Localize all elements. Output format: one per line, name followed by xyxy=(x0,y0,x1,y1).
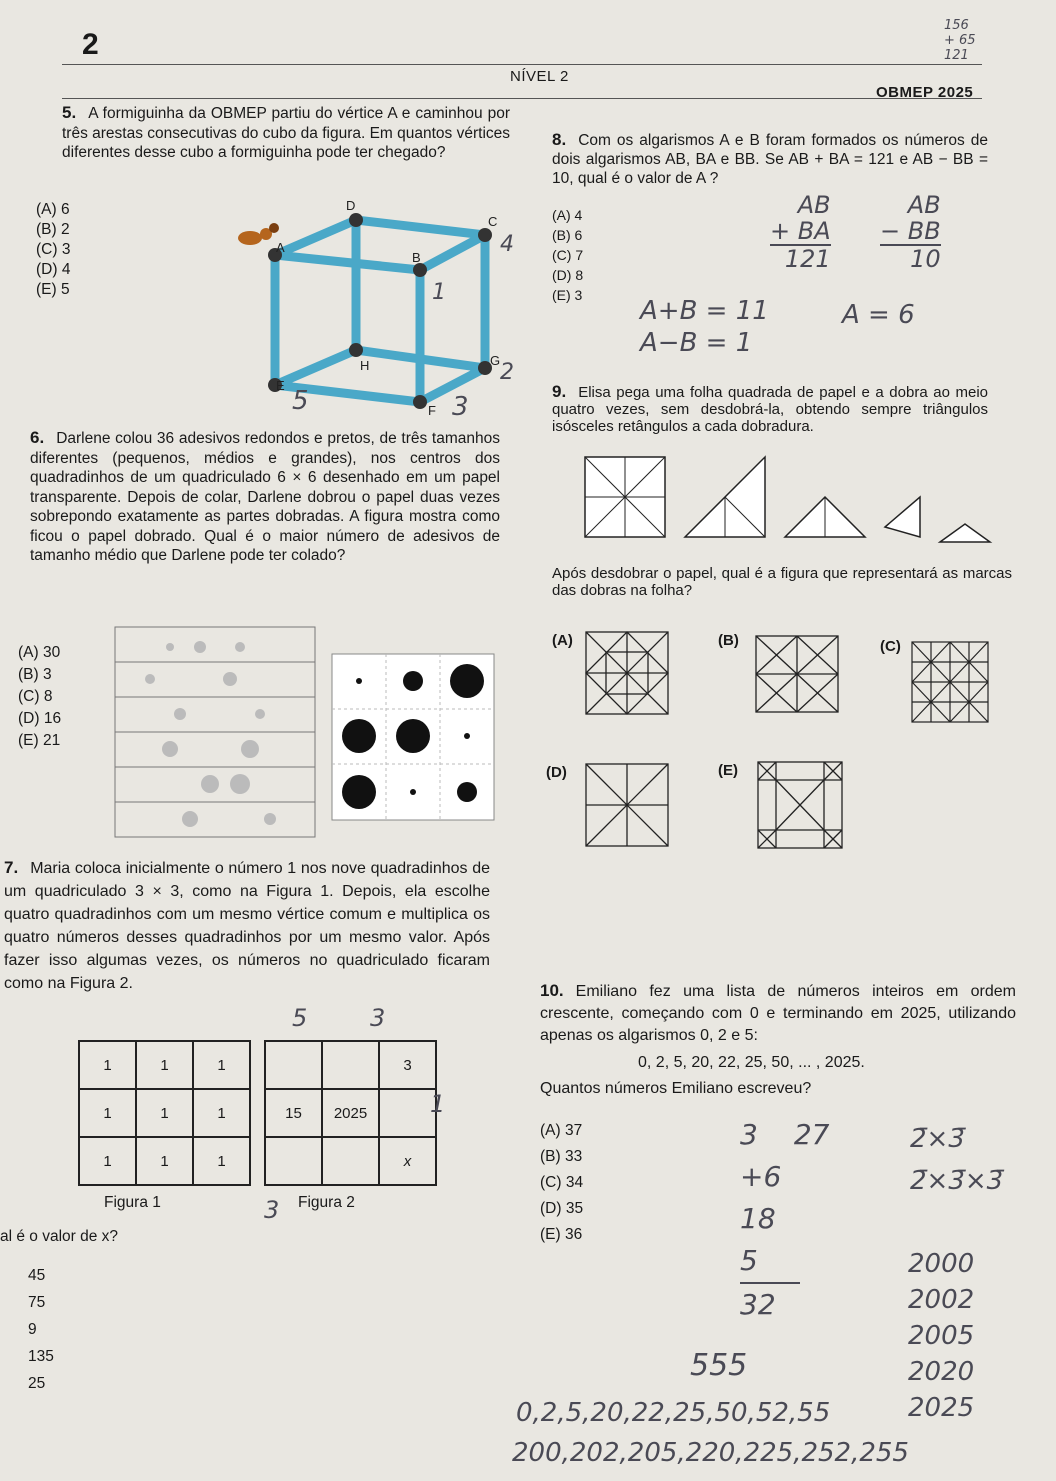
q5-option-e[interactable]: (E) 5 xyxy=(36,281,70,298)
q10-text: 10. Emiliano fez uma lista de números inteiros em ordem crescente, começando com 0 e terminando em 2025, utilizando apenas os algarismos 0, 2 e 5: xyxy=(540,981,1016,1044)
cube-handwriting: 4 xyxy=(500,232,514,257)
q6-student-drawing xyxy=(110,622,320,842)
header-rule xyxy=(62,64,982,65)
q10-option-c[interactable]: (C) 34 xyxy=(540,1174,584,1191)
q9-option-d[interactable]: (D) xyxy=(546,764,567,781)
q7-question: al é o valor de x? xyxy=(0,1228,119,1245)
folding-sequence xyxy=(580,452,1000,548)
q7-options[interactable] xyxy=(28,1262,54,1397)
q6-option-e[interactable]: (E) 21 xyxy=(18,732,61,749)
q8-option-d[interactable]: (D) 8 xyxy=(552,267,584,283)
q9-option-c[interactable]: (C) xyxy=(880,638,901,655)
q5-option-b[interactable]: (B) 2 xyxy=(36,221,70,238)
q9-question: Após desdobrar o papel, qual é a figura que representará as marcas das dobras na folha? xyxy=(552,565,1012,599)
q6-text: 6. Darlene colou 36 adesivos redondos e pretos, de três tamanhos diferentes (pequenos, médios e grandes), nos centros dos quadradinhos de um quadriculado 6 × 6 desenhado em um papel transparente. Depois de colar, Darlene dobrou o papel duas vezes sobrepondo exatamente as partes dobradas. A figura mostra como ficou o papel dobrado. Qual é o maior número de adesivos de tamanho médio que Darlene pode ter colado? xyxy=(30,428,500,564)
page-number: 2 xyxy=(82,28,99,61)
vertex-c: C xyxy=(488,214,498,229)
q10-handwriting-calc: 3 27 +6 18 5 32 xyxy=(740,1118,830,1321)
q6-option-b[interactable]: (B) 3 xyxy=(18,666,52,683)
figure2-grid: 3 15 2025 x xyxy=(264,1040,437,1186)
vertex-a: A xyxy=(276,240,285,255)
vertex-g: G xyxy=(490,353,501,368)
figure2-caption: Figura 2 xyxy=(298,1194,355,1211)
q10-handwriting-list: 2̄×3̄ 2̄×3̄×3̄ xyxy=(910,1124,1004,1196)
q7-text: 7. Maria coloca inicialmente o número 1 nos nove quadradinhos de um quadriculado 3 × 3, como na Figura 1. Depois, ela escolhe quatro quadradinhos com um mesmo vértice comum e multiplica os quatro números desses quadradinhos por um mesmo valor. Após fazer isso algumas vezes, os números no quadriculado ficaram como na Figura 2. xyxy=(4,858,490,992)
q10-options[interactable] xyxy=(540,1118,583,1248)
handwriting-top-corner: 156 + 65 121 xyxy=(944,18,976,63)
q9-figure-a xyxy=(584,630,672,716)
q7-option-2[interactable]: 75 xyxy=(28,1294,46,1311)
ant-icon xyxy=(238,223,279,245)
q9-option-e[interactable]: (E) xyxy=(718,762,738,779)
vertex-h: H xyxy=(360,358,370,373)
q8-options[interactable] xyxy=(552,205,583,305)
handwritten-list-1: 0,2,5,20,22,25,50,52,55 xyxy=(516,1398,831,1428)
q5-option-c[interactable]: (C) 3 xyxy=(36,241,71,258)
handwritten-list-2: 200,202,205,220,225,252,255 xyxy=(512,1438,909,1468)
q7-option-4[interactable]: 135 xyxy=(28,1348,54,1365)
q9-figure-d xyxy=(584,762,670,848)
q9-figure-e xyxy=(756,760,844,850)
q9-option-b[interactable]: (B) xyxy=(718,632,739,649)
level-label: NÍVEL 2 xyxy=(510,68,569,85)
q5-option-a[interactable]: (A) 6 xyxy=(36,201,70,218)
vertex-f: F xyxy=(428,403,436,418)
q6-option-d[interactable]: (D) 16 xyxy=(18,710,62,727)
q9-option-a[interactable]: (A) xyxy=(552,632,573,649)
cube-figure xyxy=(220,190,520,420)
q10-option-a[interactable]: (A) 37 xyxy=(540,1122,583,1139)
q9-figure-b xyxy=(754,634,840,714)
q7-option-1[interactable]: 45 xyxy=(28,1267,46,1284)
vertex-b: B xyxy=(412,250,421,265)
q9-text: 9. Elisa pega uma folha quadrada de papel e a dobra ao meio quatro vezes, sem desdobrá-la, obtendo sempre triângulos isósceles retângulos a cada dobradura. xyxy=(552,382,988,435)
q6-option-a[interactable]: (A) 30 xyxy=(18,644,61,661)
q5-text: 5. A formiguinha da OBMEP partiu do vértice A e caminhou por três arestas consecutivas do cubo da figura. Em quantos vértices diferentes desse cubo a formiguinha pode ter chegado? xyxy=(62,103,511,161)
q8-option-a[interactable]: (A) 4 xyxy=(552,207,583,223)
figure1-caption: Figura 1 xyxy=(104,1194,161,1211)
vertex-d: D xyxy=(346,198,356,213)
q7-option-3[interactable]: 9 xyxy=(28,1321,37,1338)
q7-option-5[interactable]: 25 xyxy=(28,1375,46,1392)
q8-text: 8. Com os algarismos A e B foram formados os números de dois algarismos AB, BA e BB. Se AB + BA = 121 e AB − BB = 10, qual é o valor de A ? xyxy=(552,130,988,187)
q8-option-e[interactable]: (E) 3 xyxy=(552,287,583,303)
q6-option-c[interactable]: (C) 8 xyxy=(18,688,53,705)
q10-question: Quantos números Emiliano escreveu? xyxy=(540,1080,812,1097)
olympiad-label: OBMEP 2025 xyxy=(876,84,974,101)
vertex-e: E xyxy=(276,378,285,393)
q5-option-d[interactable]: (D) 4 xyxy=(36,261,71,278)
q8-option-b[interactable]: (B) 6 xyxy=(552,227,583,243)
q10-option-e[interactable]: (E) 36 xyxy=(540,1226,583,1243)
q8-option-c[interactable]: (C) 7 xyxy=(552,247,584,263)
q10-option-d[interactable]: (D) 35 xyxy=(540,1200,584,1217)
folded-paper-figure xyxy=(330,652,496,822)
q10-sequence: 0, 2, 5, 20, 22, 25, 50, ... , 2025. xyxy=(638,1054,865,1071)
q10-option-b[interactable]: (B) 33 xyxy=(540,1148,583,1165)
q6-options[interactable] xyxy=(18,642,61,752)
q7-handwriting: 5 xyxy=(292,1004,308,1032)
q9-figure-c xyxy=(910,640,990,724)
q8-handwriting: AB + BA 121 xyxy=(770,191,831,273)
figure1-grid: 1 1 1 1 1 1 1 1 1 xyxy=(78,1040,251,1186)
q5-options[interactable] xyxy=(36,200,70,300)
